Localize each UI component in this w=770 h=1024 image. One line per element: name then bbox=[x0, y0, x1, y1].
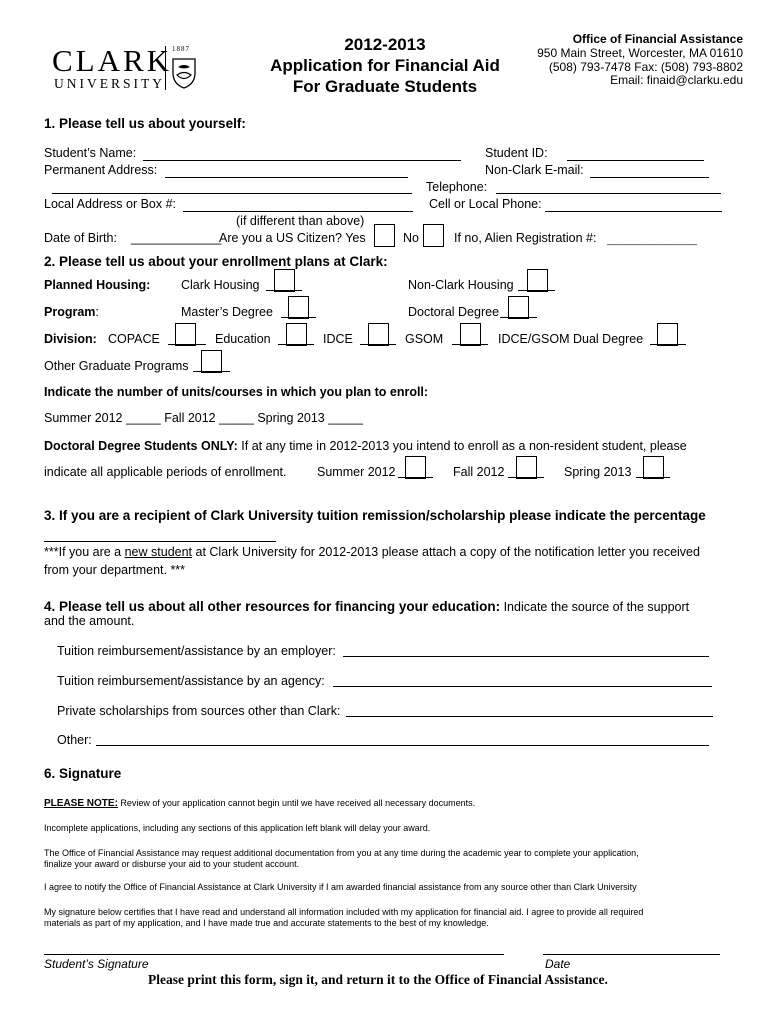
form-title: Application for Financial Aid bbox=[270, 56, 500, 75]
gsom-checkbox[interactable] bbox=[460, 323, 481, 346]
masters-checkbox[interactable] bbox=[288, 296, 309, 319]
date-field[interactable] bbox=[543, 954, 720, 955]
section2-heading: 2. Please tell us about your enrollment plans at Clark: bbox=[44, 254, 388, 269]
if-different-note: (if different than above) bbox=[236, 214, 365, 228]
logo-name: CLARK bbox=[52, 43, 173, 78]
agency-field[interactable] bbox=[333, 686, 712, 687]
footer-instruction: Please print this form, sign it, and return it to the Office of Financial Assistance. bbox=[148, 972, 608, 987]
section4-heading-2: and the amount. bbox=[44, 614, 135, 628]
gsom-label: GSOM bbox=[405, 332, 444, 346]
section3-heading: 3. If you are a recipient of Clark University tuition remission/scholarship please indicate the percentage bbox=[44, 508, 706, 523]
note-certify-1: My signature below certifies that I have read and understand all information included with my application for financial aid. I agree to provide all required bbox=[44, 907, 644, 917]
citizen-label: Are you a US Citizen? Yes bbox=[219, 231, 366, 245]
nonclark-email-field[interactable] bbox=[590, 177, 709, 178]
form-year: 2012-2013 bbox=[344, 35, 426, 54]
local-address-field[interactable] bbox=[183, 211, 413, 212]
division-label: Division: bbox=[44, 332, 97, 346]
nonclark-housing-label: Non-Clark Housing bbox=[408, 278, 514, 292]
doc-summer-checkbox[interactable] bbox=[405, 456, 426, 479]
nonclark-email-label: Non-Clark E-mail: bbox=[485, 163, 584, 177]
signature-label: Student’s Signature bbox=[44, 957, 149, 971]
nonclark-housing-checkbox[interactable] bbox=[527, 269, 548, 292]
cell-field[interactable] bbox=[545, 211, 722, 212]
office-address: 950 Main Street, Worcester, MA 01610 bbox=[537, 46, 743, 60]
copace-checkbox[interactable] bbox=[175, 323, 196, 346]
student-name-label: Student’s Name: bbox=[44, 146, 137, 160]
doctoral-checkbox[interactable] bbox=[508, 296, 529, 319]
please-note: PLEASE NOTE: Review of your application cannot begin until we have received all necessary documents. bbox=[44, 798, 476, 809]
signature-field[interactable] bbox=[44, 954, 504, 955]
education-label: Education bbox=[215, 332, 271, 346]
form-subtitle: For Graduate Students bbox=[292, 77, 478, 96]
agency-label: Tuition reimbursement/assistance by an agency: bbox=[57, 674, 325, 688]
student-id-field[interactable] bbox=[567, 160, 704, 161]
other-label: Other: bbox=[57, 733, 92, 747]
citizen-no-checkbox[interactable] bbox=[423, 224, 444, 247]
housing-label: Planned Housing: bbox=[44, 278, 151, 292]
new-student-note: ***If you are a new student at Clark University for 2012-2013 please attach a copy of the notification letter you received bbox=[44, 545, 700, 559]
student-id-label: Student ID: bbox=[485, 146, 548, 160]
alien-reg-field[interactable]: __________________ bbox=[607, 235, 698, 245]
idce-label: IDCE bbox=[323, 332, 353, 346]
section4-heading: 4. Please tell us about all other resources for financing your education: Indicate the source of the support bbox=[44, 599, 690, 614]
education-checkbox[interactable] bbox=[286, 323, 307, 346]
note-documentation-2: finalize your award or disburse your aid to your student account. bbox=[44, 859, 300, 869]
office-email: Email: finaid@clarku.edu bbox=[610, 73, 743, 87]
dual-degree-label: IDCE/GSOM Dual Degree bbox=[498, 332, 644, 346]
employer-field[interactable] bbox=[343, 656, 709, 657]
dual-degree-checkbox[interactable] bbox=[657, 323, 678, 346]
scholarship-percentage-field[interactable] bbox=[44, 541, 276, 542]
permanent-address-label: Permanent Address: bbox=[44, 163, 158, 177]
office-name: Office of Financial Assistance bbox=[572, 32, 743, 46]
employer-label: Tuition reimbursement/assistance by an employer: bbox=[57, 644, 336, 658]
new-student-note-2: from your department. *** bbox=[44, 563, 186, 577]
doctoral-label: Doctoral Degree bbox=[408, 305, 500, 319]
private-label: Private scholarships from sources other than Clark: bbox=[57, 704, 341, 718]
note-notify: I agree to notify the Office of Financial Assistance at Clark University if I am awarded financial assistance from any source other than Clark University bbox=[44, 882, 637, 892]
doc-spring-label: Spring 2013 bbox=[564, 465, 632, 479]
logo-sub: UNIVERSITY bbox=[54, 76, 165, 91]
permanent-address-field[interactable] bbox=[165, 177, 408, 178]
student-name-field[interactable] bbox=[143, 160, 461, 161]
other-field[interactable] bbox=[96, 745, 709, 746]
dob-field[interactable]: _____________ bbox=[131, 231, 222, 245]
telephone-field[interactable] bbox=[496, 193, 721, 194]
other-programs-label: Other Graduate Programs bbox=[44, 359, 189, 373]
section6-heading: 6. Signature bbox=[44, 766, 122, 781]
permanent-address-line2-field[interactable] bbox=[52, 193, 412, 194]
indicate-periods-label: indicate all applicable periods of enrollment. bbox=[44, 465, 287, 479]
note-documentation-1: The Office of Financial Assistance may request additional documentation from you at any time during the academic year to complete your application, bbox=[44, 848, 639, 858]
clark-housing-checkbox[interactable] bbox=[274, 269, 295, 292]
office-phone: (508) 793-7478 Fax: (508) 793-8802 bbox=[548, 60, 743, 74]
idce-checkbox[interactable] bbox=[368, 323, 389, 346]
doctoral-only-line: Doctoral Degree Students ONLY: If at any time in 2012-2013 you intend to enroll as a non-resident student, please bbox=[44, 439, 687, 453]
units-line[interactable]: Summer 2012 _____ Fall 2012 _____ Spring 2013 _____ bbox=[44, 411, 363, 425]
other-programs-checkbox[interactable] bbox=[201, 350, 222, 373]
dob-label: Date of Birth: bbox=[44, 231, 117, 245]
citizen-no-label: No bbox=[403, 231, 419, 245]
citizen-yes-checkbox[interactable] bbox=[374, 224, 395, 247]
telephone-label: Telephone: bbox=[426, 180, 488, 194]
clark-housing-label: Clark Housing bbox=[181, 278, 260, 292]
local-address-label: Local Address or Box #: bbox=[44, 197, 177, 211]
masters-label: Master’s Degree bbox=[181, 305, 273, 319]
doc-fall-label: Fall 2012 bbox=[453, 465, 505, 479]
section1-heading: 1. Please tell us about yourself: bbox=[44, 116, 246, 131]
cell-label: Cell or Local Phone: bbox=[429, 197, 542, 211]
logo-seal-icon: 1887 bbox=[165, 46, 199, 90]
note-incomplete: Incomplete applications, including any sections of this application left blank will delay your award. bbox=[44, 823, 431, 833]
private-field[interactable] bbox=[346, 716, 713, 717]
program-label: Program: bbox=[44, 305, 99, 319]
date-label: Date bbox=[545, 957, 571, 971]
doc-spring-checkbox[interactable] bbox=[643, 456, 664, 479]
alien-reg-label: If no, Alien Registration #: bbox=[454, 231, 597, 245]
doc-summer-label: Summer 2012 bbox=[317, 465, 396, 479]
units-heading: Indicate the number of units/courses in which you plan to enroll: bbox=[44, 385, 429, 399]
note-certify-2: materials as part of my application, and I have made true and accurate statements to the best of my knowledge. bbox=[44, 918, 489, 928]
copace-label: COPACE bbox=[108, 332, 160, 346]
doc-fall-checkbox[interactable] bbox=[516, 456, 537, 479]
